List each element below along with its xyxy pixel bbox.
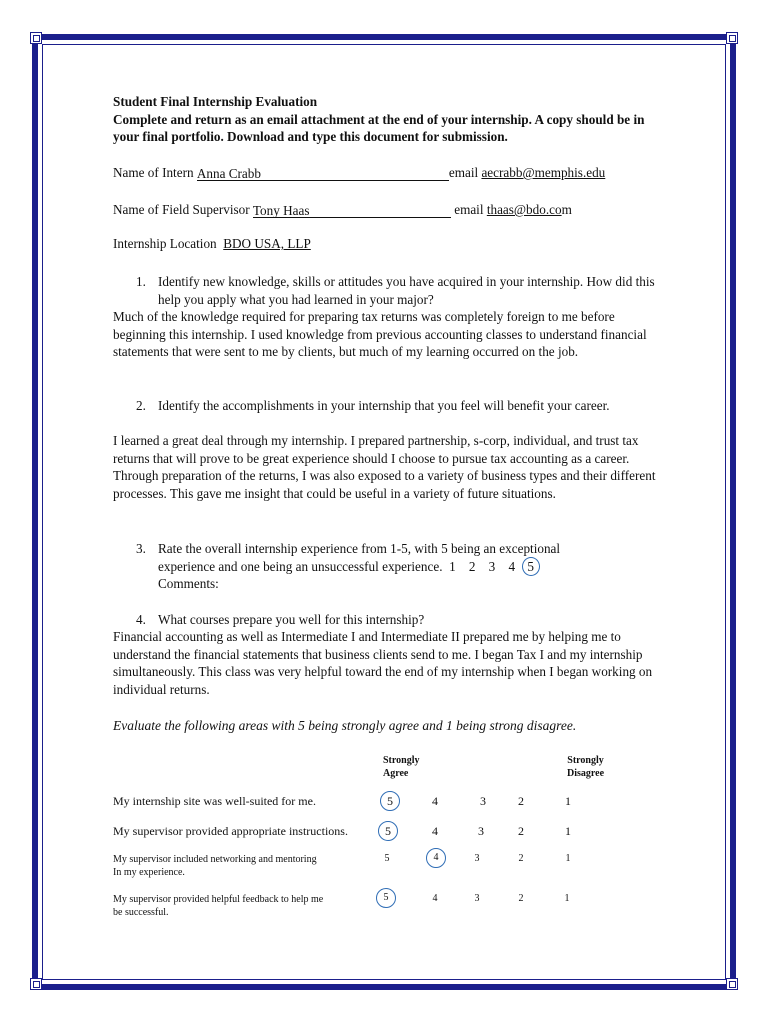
question-text: Identify the accomplishments in your internship that you feel will benefit your career. [158, 398, 610, 413]
supervisor-row [113, 202, 572, 218]
intern-name: Anna Crabb [196, 166, 261, 181]
question-3-comments: Comments: [158, 576, 219, 591]
score-option[interactable]: 1 [565, 824, 571, 838]
evaluation-instruction: Evaluate the following areas with 5 being strongly agree and 1 being strong disagree. [113, 718, 577, 733]
intern-name-field[interactable] [197, 166, 449, 181]
document-instructions: Complete and return as an email attachment at the end of your internship. A copy should be in your final portfolio. Download and type this document for submission. [113, 111, 645, 144]
question-text: Rate the overall internship experience from 1-5, with 5 being an exceptional [158, 541, 561, 556]
score-option[interactable]: 1 [565, 853, 571, 864]
score-option[interactable]: 4 [432, 794, 438, 808]
intern-email-label: email [448, 165, 479, 180]
border-corner-ornament [30, 32, 42, 44]
answer-2: I learned a great deal through my internship. I prepared partnership, s-corp, individual, and trust tax returns that will prove to be great experience should I choose to pursue tax accounting as a career. Through preparation of the returns, I was also exposed to a variety of business types and their different processes. This gave me insight that could be useful in a variety of future situations. [113, 433, 656, 501]
score-selected[interactable]: 5 [376, 888, 396, 908]
score-selected[interactable]: 5 [380, 791, 400, 811]
question-number: 3. [136, 541, 146, 556]
border-corner-ornament [30, 978, 42, 990]
header-line: Strongly [383, 755, 420, 766]
score-option[interactable]: 4 [432, 893, 438, 904]
header-line: Strongly [567, 755, 604, 766]
supervisor-name: Tony Haas [252, 203, 310, 218]
answer-1: Much of the knowledge required for preparing tax returns was completely foreign to me before beginning this internship. I used knowledge from previous accounting classes to understand financial statements that were sent to me by clients, but much of my learning occurred on the job. [113, 309, 647, 359]
score-option[interactable]: 3 [474, 853, 480, 864]
question-text: experience and one being an unsuccessful experience. [158, 559, 443, 574]
eval-row-label [113, 893, 323, 919]
question-number: 1. [136, 274, 146, 289]
header-line: Disagree [567, 768, 605, 779]
answer-4: Financial accounting as well as Intermediate I and Intermediate II prepared me by helping me to understand the financial statements that business clients send to me. I began Tax I and my internship simultaneously. This class was very helpful toward the end of my internship when I began working on individual returns. [113, 629, 653, 697]
supervisor-email-label: email [454, 202, 484, 217]
document-title: Student Final Internship Evaluation [113, 94, 318, 109]
header-line: Agree [383, 768, 409, 779]
eval-row-label: My internship site was well-suited for me. [113, 794, 316, 808]
location-row [113, 236, 311, 252]
eval-row-label [113, 853, 317, 879]
header-strongly-agree [383, 754, 420, 780]
score-option[interactable]: 5 [384, 853, 390, 864]
border-corner-ornament [726, 978, 738, 990]
score-selected[interactable]: 5 [378, 821, 398, 841]
score-option[interactable]: 2 [518, 824, 524, 838]
score-option[interactable]: 2 [518, 853, 524, 864]
intern-label: Name of Intern [113, 165, 194, 180]
supervisor-label: Name of Field Supervisor [113, 202, 250, 217]
border-corner-ornament [726, 32, 738, 44]
question-text: Identify new knowledge, skills or attitudes you have acquired in your internship. How did this help you apply what you had learned in your major? [158, 274, 655, 307]
score-option[interactable]: 3 [480, 794, 486, 808]
score-option[interactable]: 4 [432, 824, 438, 838]
score-option[interactable]: 3 [474, 893, 480, 904]
intern-email[interactable]: aecrabb@memphis.edu [481, 165, 606, 180]
location-label: Internship Location [113, 236, 217, 251]
question-text: What courses prepare you well for this internship? [158, 612, 425, 627]
rating-selected-circle[interactable]: 5 [522, 557, 540, 576]
question-number: 4. [136, 612, 146, 627]
supervisor-name-field[interactable] [253, 203, 451, 218]
label-line: In my experience. [113, 867, 185, 878]
score-option[interactable]: 3 [478, 824, 484, 838]
score-option[interactable]: 2 [518, 794, 524, 808]
supervisor-email-tail: m [561, 202, 572, 217]
score-option[interactable]: 1 [564, 893, 570, 904]
label-line: My supervisor provided helpful feedback to help me [113, 894, 324, 905]
label-line: be successful. [113, 907, 169, 918]
label-line: My supervisor included networking and mentoring [113, 854, 317, 865]
header-strongly-disagree [567, 754, 604, 780]
score-option[interactable]: 1 [565, 794, 571, 808]
score-option[interactable]: 2 [518, 893, 524, 904]
supervisor-email[interactable]: thaas@bdo.co [486, 202, 562, 217]
intern-row [113, 165, 605, 181]
rating-scale: 1 2 3 4 [449, 559, 516, 574]
question-3-line-2 [158, 557, 540, 576]
score-selected[interactable]: 4 [426, 848, 446, 868]
location-value[interactable]: BDO USA, LLP [223, 236, 311, 251]
question-number: 2. [136, 398, 146, 413]
eval-row-label: My supervisor provided appropriate instructions. [113, 824, 348, 838]
title-block [113, 93, 663, 146]
